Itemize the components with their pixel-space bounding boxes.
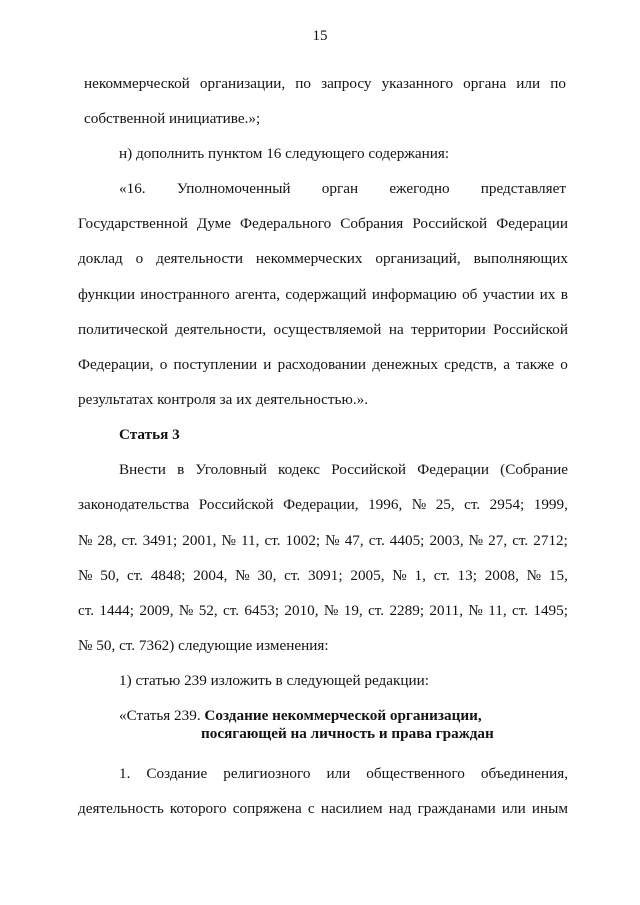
word: ст. (121, 532, 138, 549)
word: выполняющих (473, 250, 568, 267)
word: 2009, (139, 602, 174, 619)
word: 2712; (533, 532, 568, 549)
word: органа (463, 75, 507, 92)
word: Собрания (340, 215, 404, 232)
word: орган (321, 180, 359, 197)
word: 2005, (350, 567, 385, 584)
word: 11, (488, 602, 507, 619)
word: над (388, 800, 412, 817)
word: запросу (321, 75, 372, 92)
text-line (78, 567, 568, 585)
word: или (516, 75, 541, 92)
article-239-heading (119, 707, 482, 725)
word: 1495; (533, 602, 568, 619)
word: 19, (343, 602, 363, 619)
word: или (326, 765, 351, 782)
word: представляет (480, 180, 566, 197)
word: Федерации, (283, 496, 359, 513)
word: или (501, 800, 526, 817)
word: и (263, 356, 272, 373)
word: организации, (199, 75, 286, 92)
word: в (177, 461, 185, 478)
word: 47, (344, 532, 364, 549)
word: 2001, (182, 532, 217, 549)
word: деятельности (156, 250, 244, 267)
word: агента, (235, 286, 281, 303)
word: 2954; (489, 496, 525, 513)
word: деятельность (78, 800, 164, 817)
word: ст. (511, 602, 529, 619)
word: Государственной (78, 215, 188, 232)
word: 1, (414, 567, 426, 584)
word: также (516, 356, 555, 373)
word: 3491; (142, 532, 178, 549)
word: деятельности, (175, 321, 267, 338)
text-line (119, 180, 566, 198)
word: ст. (284, 567, 301, 584)
word: 1002; (285, 532, 321, 549)
text-line: результатах контроля за их деятельностью.». (78, 391, 369, 408)
word: а (503, 356, 510, 373)
word: Федерации (417, 461, 489, 478)
word: по (295, 75, 312, 92)
word: ст. (464, 496, 481, 513)
word: ст. (264, 532, 281, 549)
word: которого (169, 800, 227, 817)
word: организаций, (375, 250, 461, 267)
word: о (135, 250, 144, 267)
word: ежегодно (389, 180, 450, 197)
text-line (78, 215, 568, 233)
word: № (392, 567, 407, 584)
word: Российской (412, 215, 488, 232)
word: указанного (381, 75, 454, 92)
word: № (221, 532, 236, 549)
word: № (78, 567, 93, 584)
word: Российской (331, 461, 407, 478)
word: № (235, 567, 250, 584)
word: политической (78, 321, 168, 338)
word: № (468, 602, 483, 619)
word: иным (531, 800, 568, 817)
word: общественного (366, 765, 465, 782)
word: Российской (493, 321, 568, 338)
word: некоммерческих (255, 250, 363, 267)
text-line (78, 800, 568, 818)
word: на (388, 321, 404, 338)
word: Думе (196, 215, 231, 232)
text-line: 1) статью 239 изложить в следующей редакции: (119, 672, 429, 689)
word: осуществляемой (273, 321, 382, 338)
word: законодательства (78, 496, 190, 513)
article-heading: Статья 3 (119, 426, 180, 443)
text-line (78, 321, 568, 339)
word: объединения, (480, 765, 568, 782)
word: 4405; (389, 532, 425, 549)
word: ст. (78, 602, 95, 619)
text-line (78, 250, 568, 268)
word: расходовании (277, 356, 367, 373)
word: в (560, 286, 568, 303)
word: доклад (78, 250, 123, 267)
word: 6453; (244, 602, 280, 619)
word: некоммерческой (84, 75, 190, 92)
word: 52, (198, 602, 218, 619)
word: 2008, (484, 567, 519, 584)
word: 28, (97, 532, 117, 549)
word: Федерации, (78, 356, 154, 373)
text-line (78, 602, 568, 620)
word: участии (482, 286, 535, 303)
word: по (550, 75, 566, 92)
word: средств, (444, 356, 498, 373)
word: № (325, 532, 340, 549)
word: 2004, (193, 567, 228, 584)
word: насилием (320, 800, 383, 817)
word: 27, (488, 532, 508, 549)
text-line (78, 496, 568, 514)
word: Уполномоченный (176, 180, 291, 197)
article-239-title-line2: посягающей на личность и права граждан (201, 725, 494, 742)
word: сопряжена (232, 800, 302, 817)
text-line (78, 356, 568, 374)
word: Федерального (240, 215, 332, 232)
word: «16. (119, 180, 146, 197)
word: Создание (146, 765, 208, 782)
word: ст. (368, 532, 385, 549)
word: Федерации (496, 215, 568, 232)
word: о (159, 356, 168, 373)
word: 2010, (284, 602, 319, 619)
word: религиозного (223, 765, 311, 782)
word: ст. (127, 567, 144, 584)
word: № (78, 532, 93, 549)
word: об (462, 286, 478, 303)
article-239-prefix: «Статья 239. (119, 707, 205, 724)
article-239-title: Создание некоммерческой организации, (204, 707, 482, 724)
word: Внести (119, 461, 166, 478)
text-line: н) дополнить пунктом 16 следующего содержания: (119, 145, 450, 162)
word: 11, (241, 532, 260, 549)
word: 2289; (389, 602, 425, 619)
word: 1444; (99, 602, 134, 619)
text-line (119, 461, 568, 479)
text-line (78, 286, 568, 304)
word: информацию (371, 286, 457, 303)
word: № (468, 532, 484, 549)
word: ст. (368, 602, 385, 619)
word: ст. (433, 567, 450, 584)
word: 3091; (307, 567, 343, 584)
word: 4848; (150, 567, 186, 584)
word: Российской (198, 496, 274, 513)
word: № (526, 567, 542, 584)
text-line: № 50, ст. 7362) следующие изменения: (78, 637, 329, 654)
word: 30, (257, 567, 277, 584)
word: функции (78, 286, 135, 303)
word: 2011, (429, 602, 464, 619)
text-line (119, 765, 568, 783)
word: 25, (435, 496, 455, 513)
word: (Собрание (500, 461, 568, 478)
text-line (84, 75, 566, 93)
word: 1. (119, 765, 131, 782)
word: 15, (548, 567, 568, 584)
word: № (178, 602, 194, 619)
word: № (411, 496, 427, 513)
text-line (78, 532, 568, 550)
word: № (323, 602, 339, 619)
word: иностранного (140, 286, 230, 303)
word: денежных (372, 356, 438, 373)
word: 1999, (533, 496, 568, 513)
word: кодекс (278, 461, 321, 478)
word: о (560, 356, 568, 373)
word: их (539, 286, 556, 303)
text-line: собственной инициативе.»; (84, 110, 261, 127)
word: 1996, (368, 496, 403, 513)
word: 2003, (429, 532, 464, 549)
page-number: 15 (312, 28, 328, 44)
word: с (307, 800, 315, 817)
word: содержащий (285, 286, 367, 303)
word: ст. (223, 602, 240, 619)
word: 13; (457, 567, 477, 584)
word: территории (411, 321, 486, 338)
word: 50, (100, 567, 120, 584)
word: ст. (512, 532, 529, 549)
word: поступлении (173, 356, 258, 373)
word: Уголовный (195, 461, 267, 478)
word: гражданами (417, 800, 496, 817)
